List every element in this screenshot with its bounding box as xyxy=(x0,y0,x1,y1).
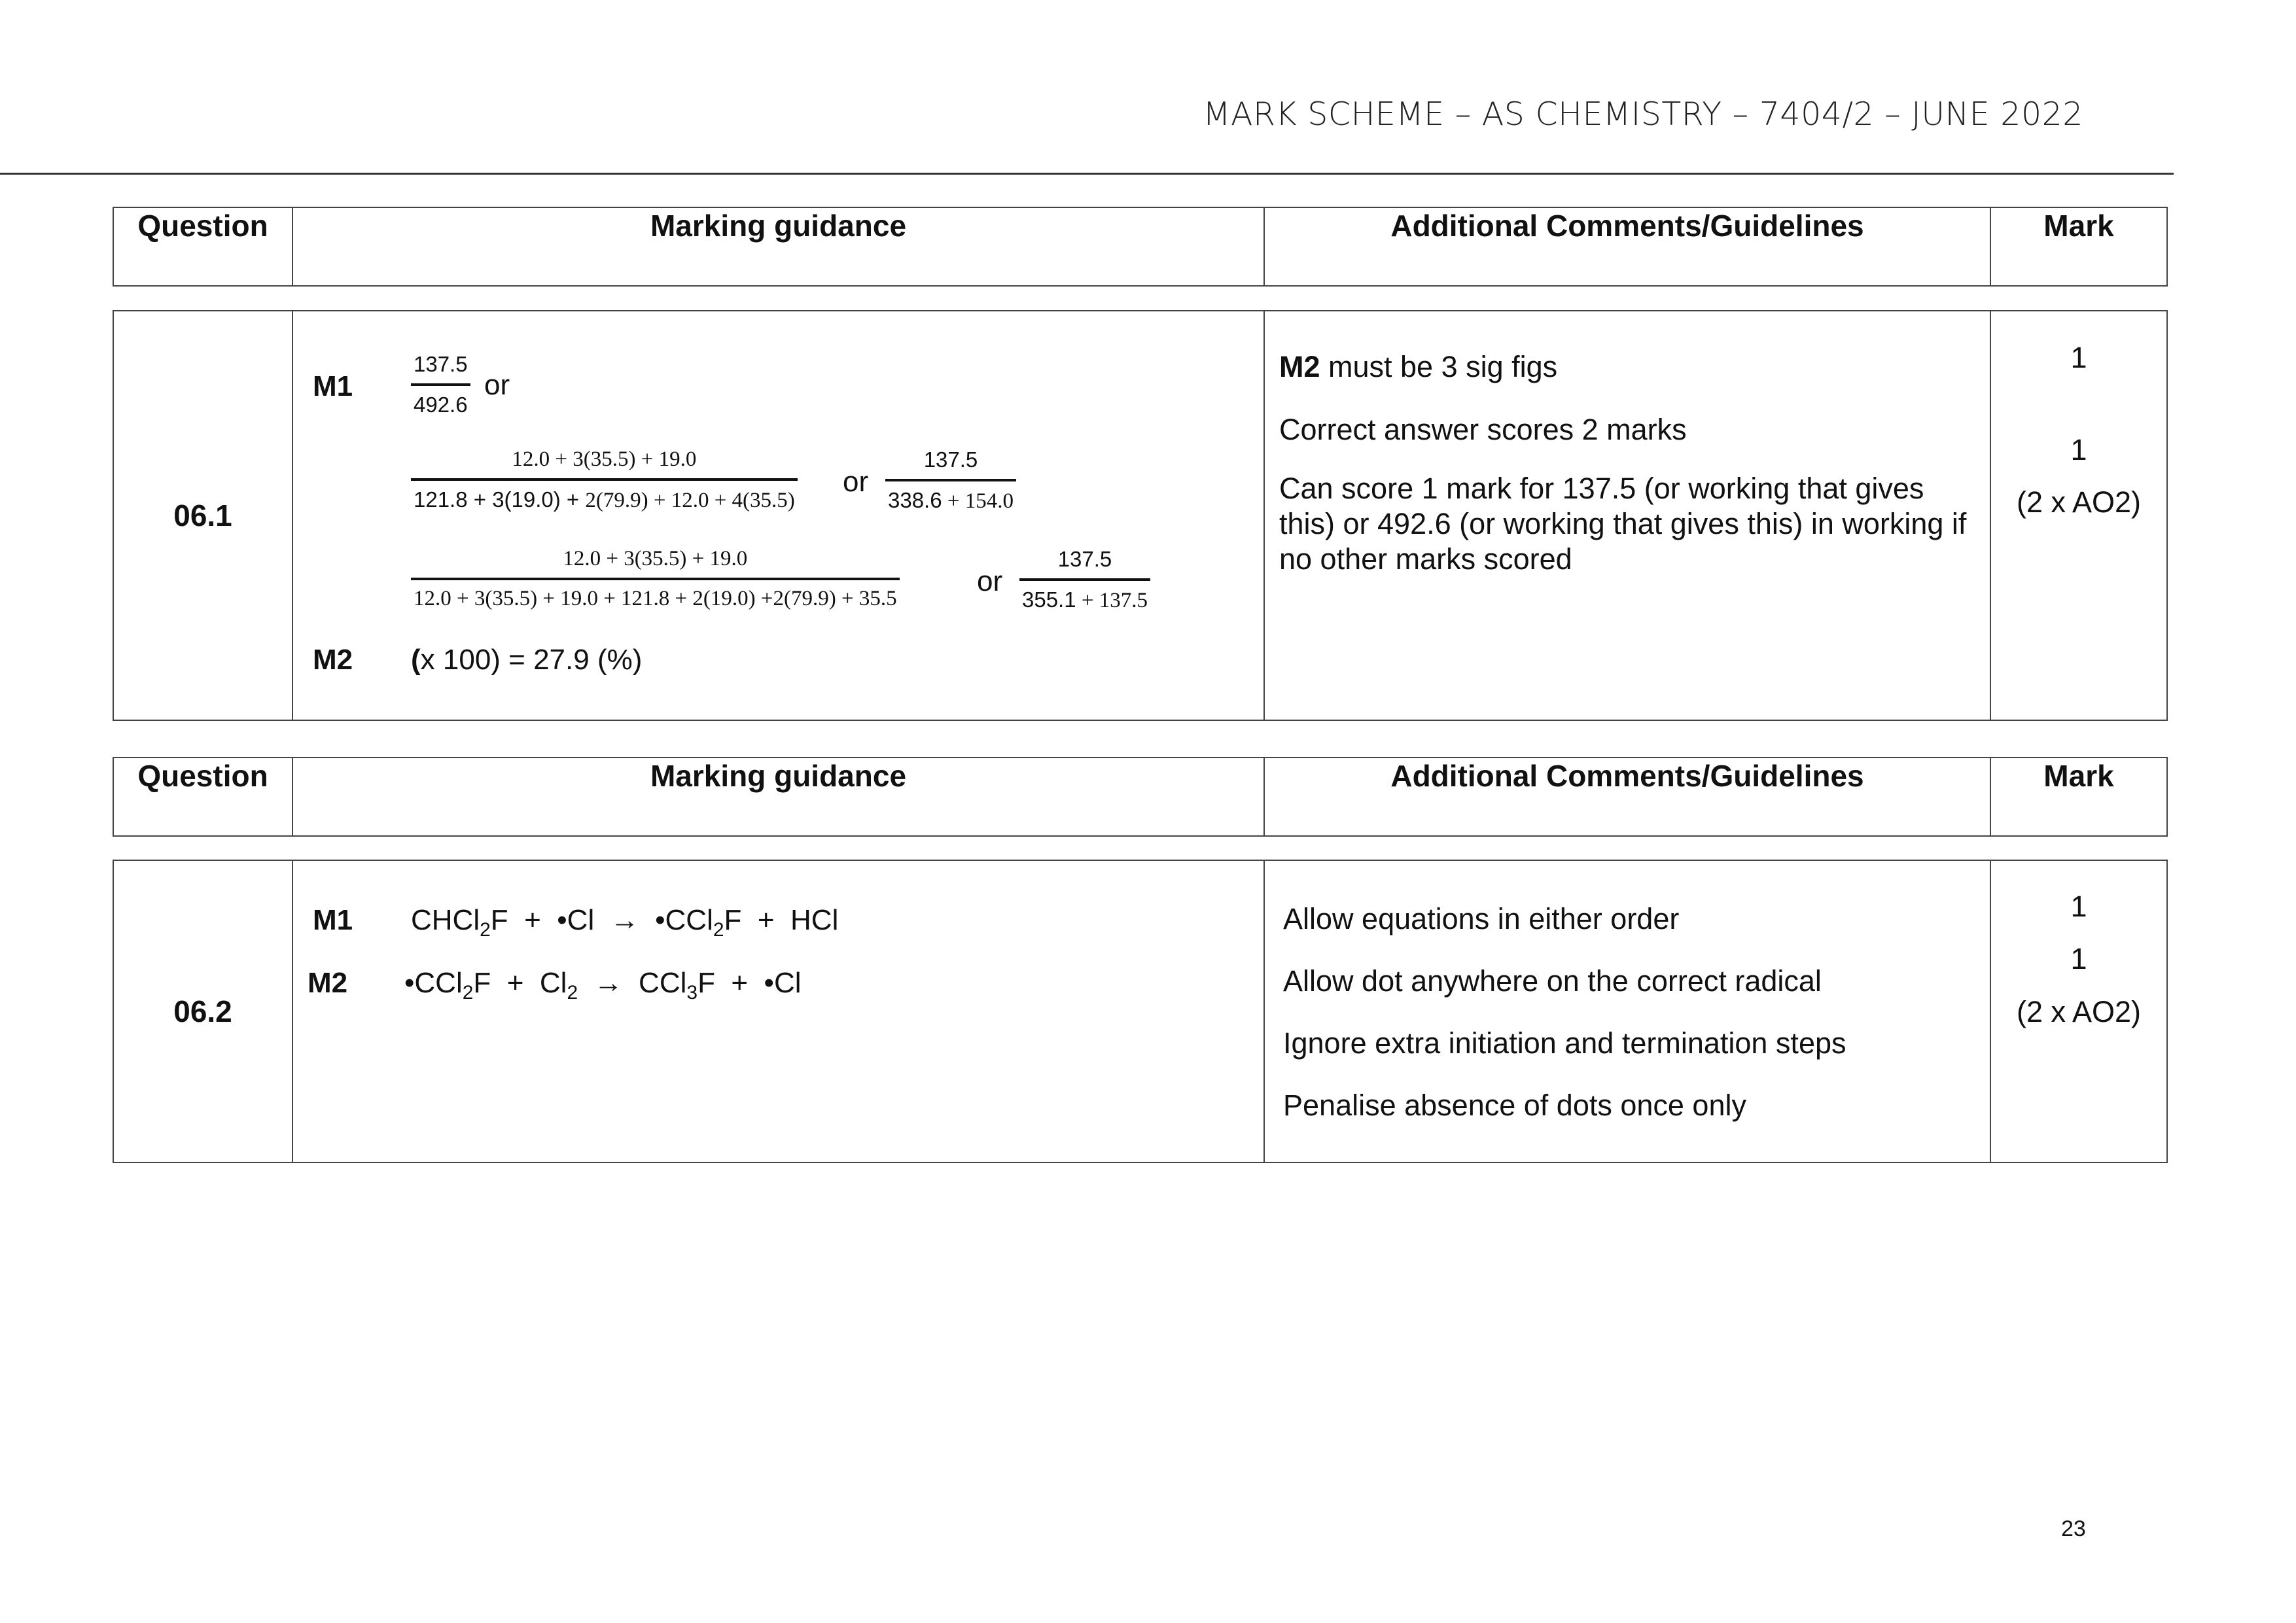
comment-ignore: Ignore extra initiation and termination steps xyxy=(1283,1026,1846,1060)
m1-label: M1 xyxy=(313,370,353,402)
fraction-3: $\frac{137.5}{338.6 + 154.0}$ xyxy=(885,447,1016,514)
page-header: MARK SCHEME – AS CHEMISTRY – 7404/2 – JUNE 2022 xyxy=(1203,96,2083,133)
header-marking-guidance: Marking guidance xyxy=(292,207,1264,286)
mark-ao: (2 x AO2) xyxy=(2016,485,2142,519)
comment-m2: M2 must be 3 sig figs xyxy=(1279,350,1558,383)
header-mark: Mark xyxy=(1990,758,2167,836)
comment-dot: Allow dot anywhere on the correct radical xyxy=(1283,964,1822,998)
comments-cell xyxy=(1264,860,1990,1162)
mark-ao: (2 x AO2) xyxy=(2016,995,2142,1028)
comment-partial-credit: Can score 1 mark for 137.5 (or working that gives this) or 492.6 (or working that gives this) in working if no other marks scored xyxy=(1279,472,1967,576)
m2-label: M2 xyxy=(313,644,353,676)
comment-penalise: Penalise absence of dots once only xyxy=(1283,1089,1746,1122)
m1-equation: CHCl$_2$F + •Cl → •CCl$_2$F + HCl xyxy=(411,904,839,941)
marking-guidance-cell xyxy=(292,311,1264,720)
header-additional-comments: Additional Comments/Guidelines xyxy=(1264,758,1990,836)
header-rule xyxy=(0,173,2174,175)
question-number: 06.2 xyxy=(113,860,292,1162)
comment-order: Allow equations in either order xyxy=(1283,902,1680,935)
header-additional-comments: Additional Comments/Guidelines xyxy=(1264,207,1990,286)
fraction-4: $\frac{12.0 + 3(35.5) + 19.0}{12.0 + 3(35.5) + 19.0 + 121.8 + 2(19.0) +2(79.9) + 35.5}$ xyxy=(411,547,900,611)
m1-label: M1 xyxy=(313,904,353,936)
question-06-1-table xyxy=(113,310,2168,721)
fraction-1: $\frac{137.5}{492.6}$ xyxy=(411,352,470,417)
comments-cell xyxy=(1264,311,1990,720)
question-06-2-table xyxy=(113,860,2168,1163)
question-number: 06.1 xyxy=(113,311,292,720)
comment-correct-answer: Correct answer scores 2 marks xyxy=(1279,413,1687,446)
marking-guidance-cell xyxy=(292,860,1264,1162)
or-word: or xyxy=(484,369,510,401)
m2-label: M2 xyxy=(308,967,348,999)
m2-equation: •CCl$_2$F + $Cl_2 \to CCl_3F$ + •Cl xyxy=(404,967,802,1003)
mark-cell xyxy=(1990,860,2167,1162)
table-header-2 xyxy=(113,757,2168,837)
table-header-1 xyxy=(113,207,2168,287)
m2-answer: (x 100) = 27.9 (%) xyxy=(411,644,643,676)
mark-value: 1 xyxy=(2070,890,2087,923)
fraction-2: $\frac{12.0 + 3(35.5) + 19.0}{121.8 + 3(19.0) + 2(79.9) + 12.0 + 4(35.5)}$ xyxy=(411,447,798,513)
mark-value: 1 xyxy=(2070,341,2087,374)
header-question: Question xyxy=(113,207,292,286)
or-word: or xyxy=(977,565,1003,597)
header-question: Question xyxy=(113,758,292,836)
or-word: or xyxy=(843,466,869,498)
page-number: 23 xyxy=(2061,1516,2086,1541)
mark-value: 1 xyxy=(2070,942,2087,975)
mark-cell xyxy=(1990,311,2167,720)
mark-value: 1 xyxy=(2070,433,2087,466)
fraction-5: $\frac{137.5}{355.1 + 137.5}$ xyxy=(1019,547,1150,613)
header-marking-guidance: Marking guidance xyxy=(292,758,1264,836)
header-mark: Mark xyxy=(1990,207,2167,286)
